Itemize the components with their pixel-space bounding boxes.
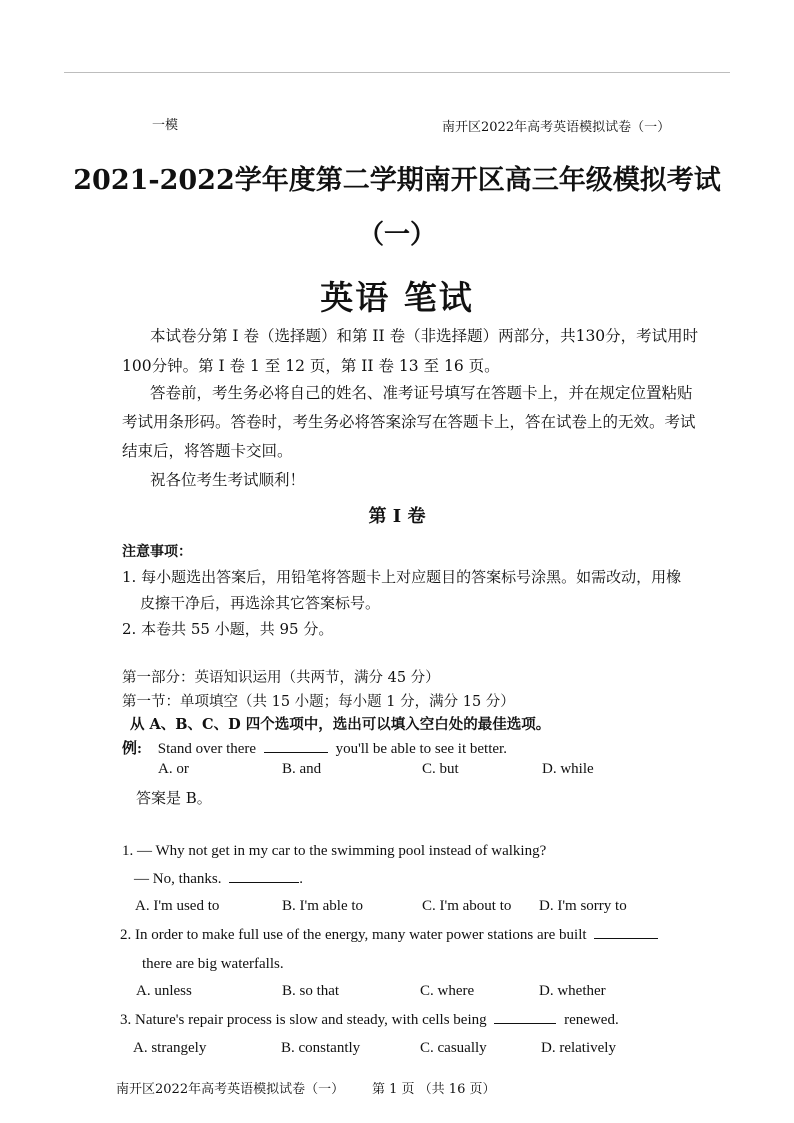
intro-p2-line2: 考试用条形码。答卷时，考生务必将答案涂写在答题卡上，答在试卷上的无效。考试 bbox=[122, 413, 696, 431]
question-1-line2 bbox=[134, 871, 303, 888]
section-subtitle: 第一节：单项填空（共 15 小题；每小题 1 分，满分 15 分） bbox=[122, 694, 515, 710]
example-blank bbox=[264, 751, 328, 753]
top-divider bbox=[64, 72, 730, 73]
question-1-option-b: B. I'm able to bbox=[282, 898, 364, 914]
question-3-line1 bbox=[120, 1012, 619, 1029]
part-title: 第一部分：英语知识运用（共两节，满分 45 分） bbox=[122, 670, 440, 686]
example-option-d: D. while bbox=[542, 761, 594, 777]
example-stem-a: Stand over there bbox=[157, 741, 257, 757]
note-2: 2. 本卷共 55 小题，共 95 分。 bbox=[122, 620, 334, 638]
question-2-line1-text: 2. In order to make full use of the energy, many water power stations are built bbox=[120, 927, 587, 943]
example-stem-b: you'll be able to see it better. bbox=[335, 741, 507, 757]
intro-p2-line1: 答卷前，考生务必将自己的姓名、准考证号填写在答题卡上，并在规定位置粘贴 bbox=[150, 384, 693, 402]
intro-p2-line3: 结束后，将答题卡交回。 bbox=[122, 442, 293, 460]
question-2-line2: there are big waterfalls. bbox=[142, 956, 284, 972]
question-3-line1a: 3. Nature's repair process is slow and steady, with cells being bbox=[120, 1012, 487, 1028]
header-right: 南开区2022年高考英语模拟试卷（一） bbox=[442, 120, 671, 135]
example-label: 例: bbox=[122, 741, 142, 757]
question-3-option-a: A. strangely bbox=[133, 1040, 207, 1056]
instruction: 从 A、B、C、D 四个选项中，选出可以填入空白处的最佳选项。 bbox=[130, 716, 551, 733]
question-2-blank bbox=[594, 937, 658, 939]
question-1-option-c: C. I'm about to bbox=[422, 898, 512, 914]
question-3-option-d: D. relatively bbox=[541, 1040, 616, 1056]
header-left: 一模 bbox=[152, 118, 179, 133]
note-1-line1: 1. 每小题选出答案后，用铅笔将答题卡上对应题目的答案标号涂黑。如需改动，用橡 bbox=[122, 568, 682, 586]
intro-p1-line1: 本试卷分第 I 卷（选择题）和第 II 卷（非选择题）两部分，共130分，考试用时 bbox=[150, 327, 699, 345]
section-title: 第 I 卷 bbox=[368, 506, 426, 527]
example-option-a: A. or bbox=[158, 761, 189, 777]
question-1-line2a: — No, thanks. bbox=[134, 871, 222, 887]
notes-title: 注意事项： bbox=[122, 544, 192, 560]
question-1-blank bbox=[229, 881, 299, 883]
question-2-option-d: D. whether bbox=[539, 983, 606, 999]
exam-subject: 英语 笔试 bbox=[320, 278, 474, 317]
question-1-option-d: D. I'm sorry to bbox=[539, 898, 627, 914]
footer-page-number: 第 1 页 （共 16 页） bbox=[372, 1082, 496, 1097]
question-3-option-b: B. constantly bbox=[281, 1040, 361, 1056]
question-2-option-b: B. so that bbox=[282, 983, 340, 999]
question-2-line1 bbox=[120, 927, 658, 944]
intro-p3: 祝各位考生考试顺利！ bbox=[150, 471, 306, 489]
intro-p1-line2: 100分钟。第 I 卷 1 至 12 页，第 II 卷 13 至 16 页。 bbox=[122, 357, 500, 375]
example-option-b: B. and bbox=[282, 761, 322, 777]
question-2-option-c: C. where bbox=[420, 983, 475, 999]
question-1-line2b: . bbox=[299, 871, 303, 887]
example-option-c: C. but bbox=[422, 761, 459, 777]
example-stem bbox=[122, 737, 507, 758]
question-2-option-a: A. unless bbox=[136, 983, 192, 999]
example-answer: 答案是 B。 bbox=[136, 789, 212, 807]
footer-left: 南开区2022年高考英语模拟试卷（一） bbox=[116, 1082, 345, 1097]
question-1-line1: 1. — Why not get in my car to the swimming pool instead of walking? bbox=[122, 843, 547, 859]
question-1-option-a: A. I'm used to bbox=[135, 898, 220, 914]
question-3-option-c: C. casually bbox=[420, 1040, 487, 1056]
exam-title: 2021-2022学年度第二学期南开区高三年级模拟考试 bbox=[73, 165, 721, 196]
question-3-blank bbox=[494, 1022, 556, 1024]
question-3-line1b: renewed. bbox=[564, 1012, 619, 1028]
exam-number: （一） bbox=[357, 220, 436, 250]
note-1-line2: 皮擦干净后，再选涂其它答案标号。 bbox=[140, 594, 381, 612]
